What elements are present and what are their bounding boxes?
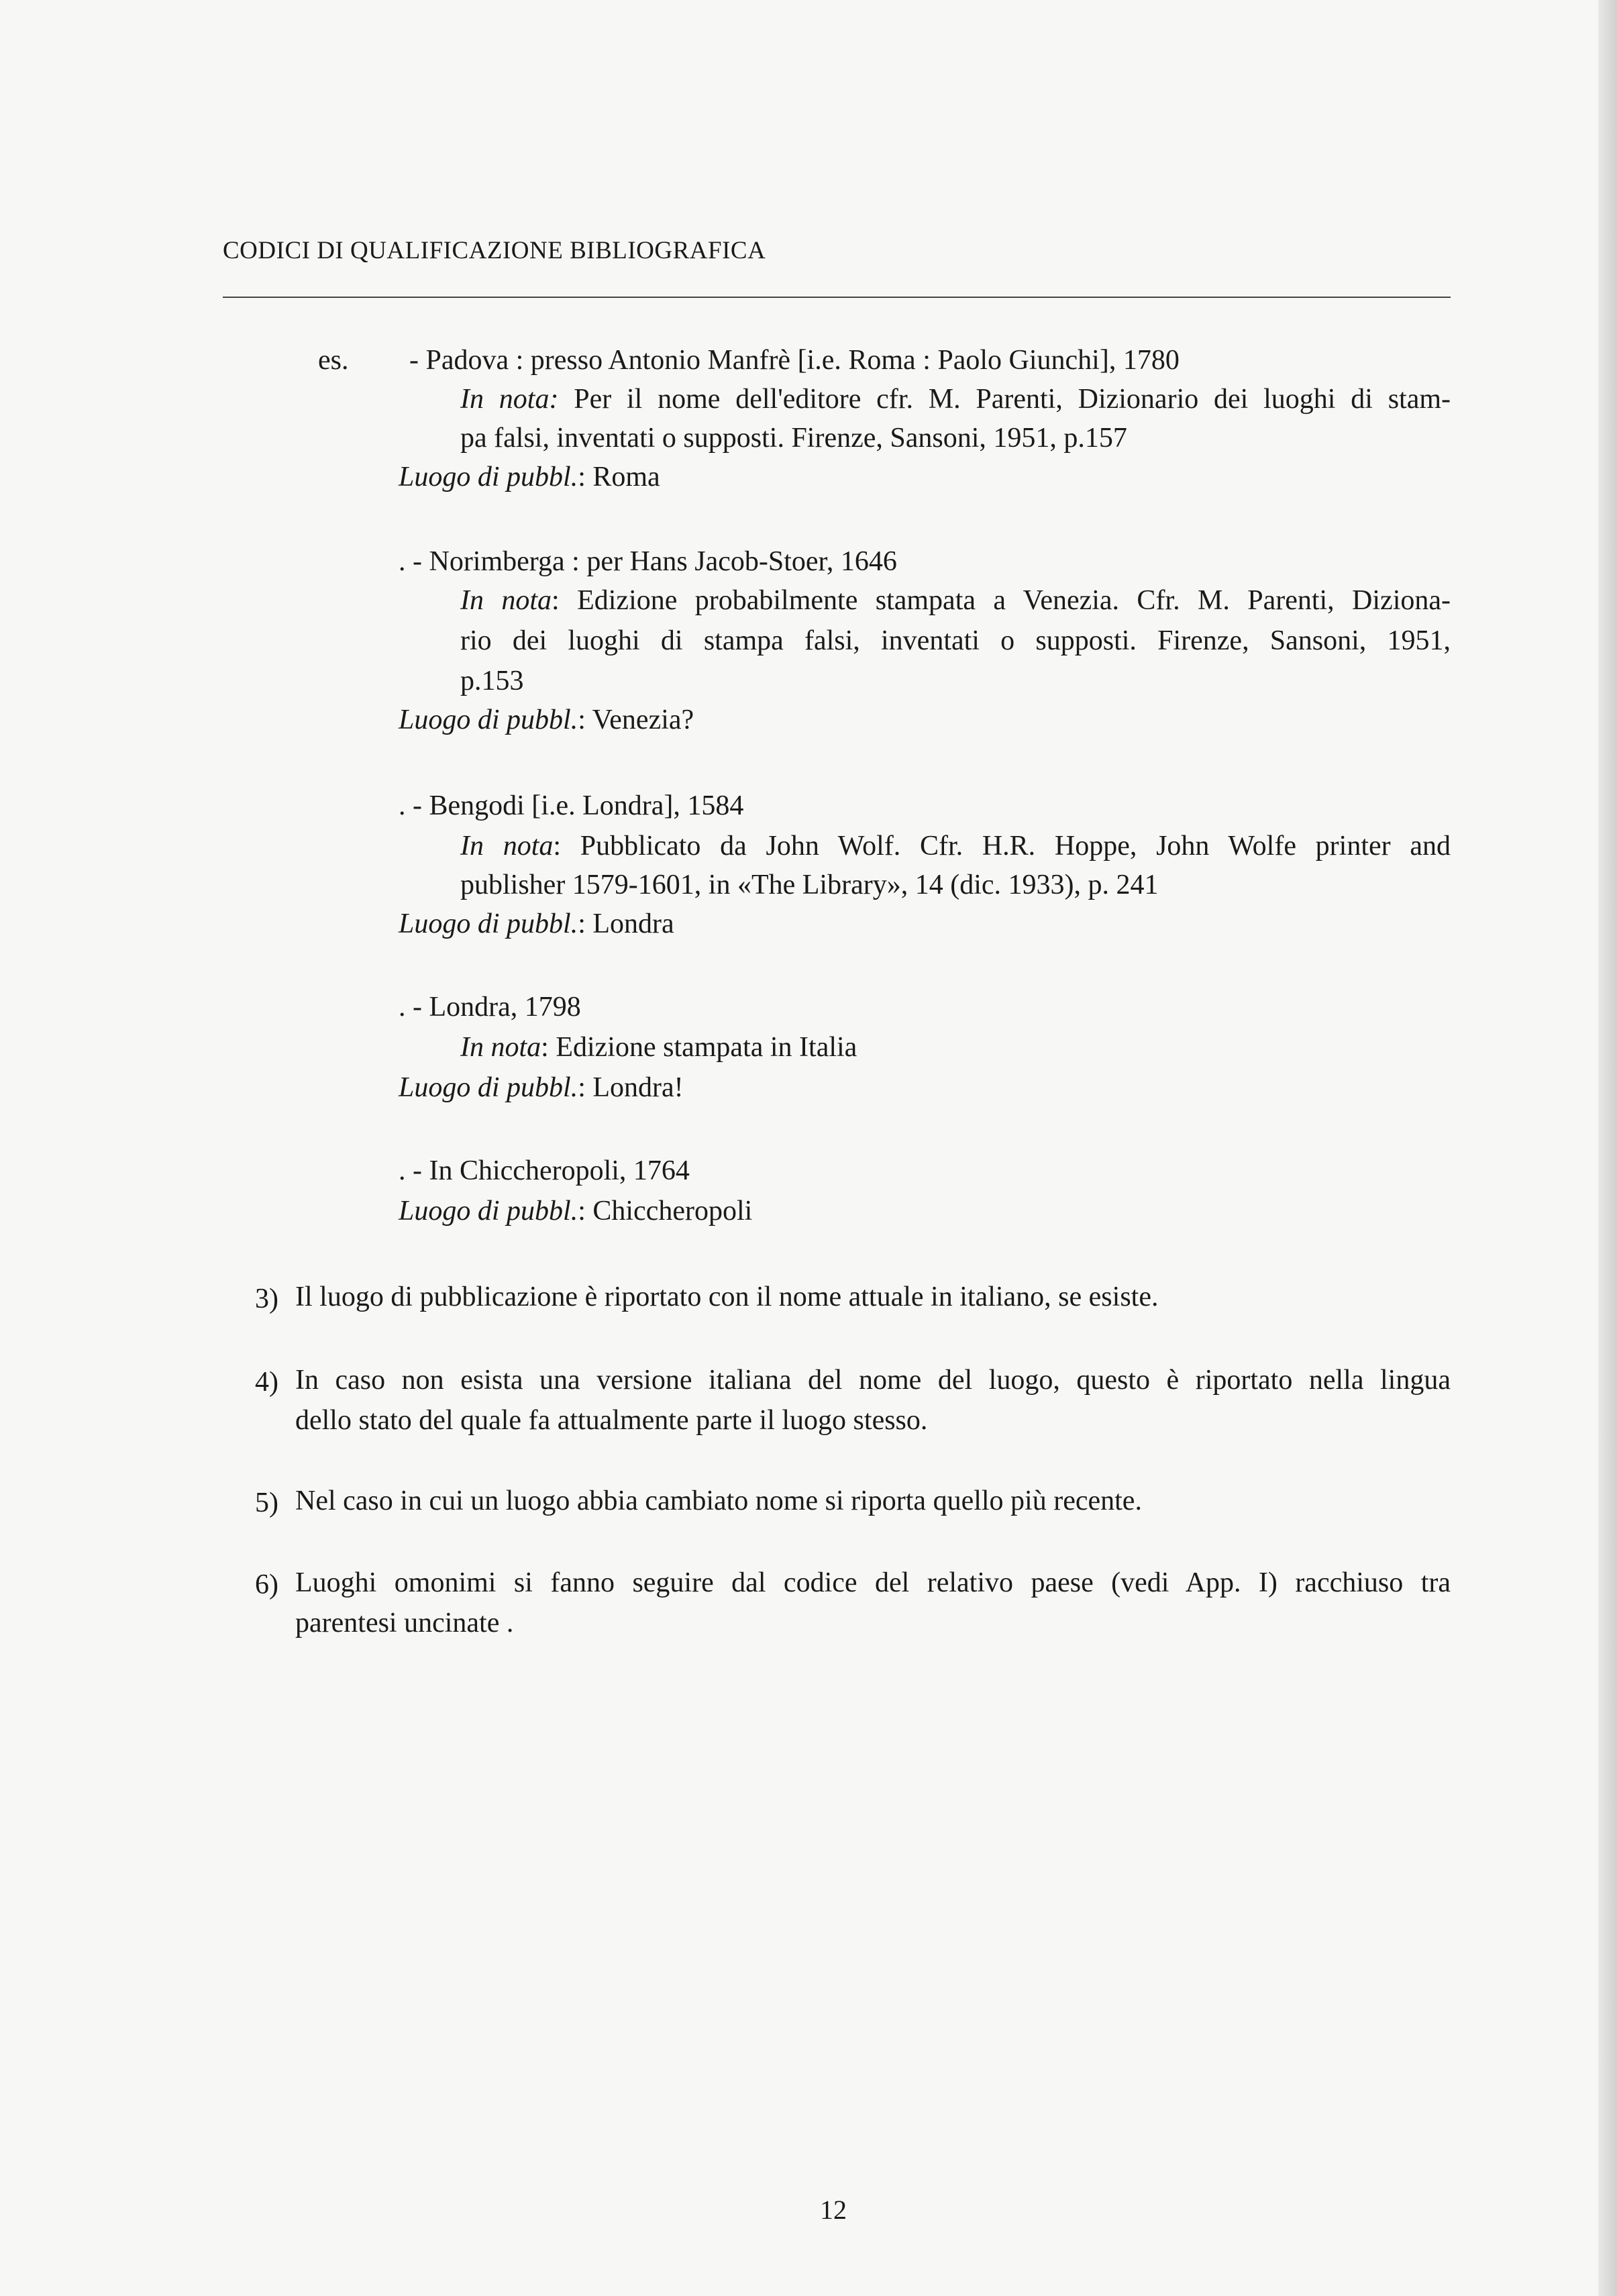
example-entry: . - Londra, 1798 (399, 992, 581, 1023)
example-place (399, 1074, 684, 1102)
note-label: In nota (460, 585, 552, 616)
example-place (399, 910, 674, 938)
example-note-line (460, 385, 1451, 413)
place-label: Luogo di pubbl. (399, 705, 578, 735)
place-label: Luogo di pubbl. (399, 908, 578, 939)
place-value: : Londra! (578, 1072, 684, 1103)
example-note-line (460, 1033, 857, 1061)
note-text: : Edizione stampata in Italia (541, 1032, 857, 1063)
example-note-line (460, 586, 1451, 615)
rule-text: parentesi uncinate . (295, 1608, 514, 1638)
example-place (399, 1197, 752, 1225)
example-place (399, 706, 694, 734)
place-value: : Chiccheropoli (578, 1196, 753, 1227)
example-entry: - Padova : presso Antonio Manfrè [i.e. Roma : Paolo Giunchi], 1780 (409, 345, 1180, 376)
example-entry: . - In Chiccheropoli, 1764 (399, 1155, 690, 1186)
example-note-line: p.153 (460, 666, 524, 696)
place-label: Luogo di pubbl. (399, 1072, 578, 1103)
rule-text-line (295, 1569, 1451, 1597)
header-rule (223, 297, 1451, 298)
note-label: In nota (460, 1032, 541, 1063)
place-label: Luogo di pubbl. (399, 462, 578, 492)
place-label: Luogo di pubbl. (399, 1196, 578, 1227)
note-text: : Edizione probabilmente stampata a Venezia. Cfr. M. Parenti, Diziona- (552, 585, 1451, 616)
example-note-line (460, 627, 1451, 655)
rule-text: In caso non esista una versione italiana del nome del luogo, questo è riportato nella lingua (295, 1365, 1451, 1396)
example-entry: . - Norimberga : per Hans Jacob-Stoer, 1646 (399, 546, 897, 577)
examples-label: es. (318, 345, 349, 376)
rule-number: 5) (255, 1488, 278, 1518)
place-value: : Roma (578, 462, 660, 492)
example-place (399, 463, 660, 491)
note-label: In nota (460, 831, 554, 862)
rule-text: Luoghi omonimi si fanno seguire dal codice del relativo paese (vedi App. I) racchiuso tra (295, 1567, 1451, 1598)
note-label: In nota: (460, 384, 559, 415)
rule-text: Nel caso in cui un luogo abbia cambiato nome si riporta quello più recente. (295, 1485, 1142, 1516)
rule-number: 3) (255, 1284, 278, 1314)
example-note-line: publisher 1579-1601, in «The Library», 14 (dic. 1933), p. 241 (460, 870, 1159, 900)
rule-text: Il luogo di pubblicazione è riportato con il nome attuale in italiano, se esiste. (295, 1282, 1159, 1312)
running-header: CODICI DI QUALIFICAZIONE BIBLIOGRAFICA (223, 237, 766, 264)
rule-number: 6) (255, 1569, 278, 1600)
page-number: 12 (820, 2195, 847, 2225)
rule-text-line (295, 1366, 1451, 1394)
page-edge (1598, 0, 1617, 2296)
place-value: : Londra (578, 908, 674, 939)
rule-text: dello stato del quale fa attualmente parte il luogo stesso. (295, 1405, 928, 1436)
rule-number: 4) (255, 1367, 278, 1398)
example-note-line: pa falsi, inventati o supposti. Firenze, Sansoni, 1951, p.157 (460, 423, 1127, 454)
note-text: : Pubblicato da John Wolf. Cfr. H.R. Hoppe, John Wolfe printer and (553, 831, 1451, 862)
example-note-line (460, 832, 1451, 860)
note-text: rio dei luoghi di stampa falsi, inventati o supposti. Firenze, Sansoni, 1951, (460, 625, 1451, 656)
note-text: Per il nome dell'editore cfr. M. Parenti, Dizionario dei luoghi di stam- (574, 384, 1451, 415)
place-value: : Venezia? (578, 705, 694, 735)
example-entry: . - Bengodi [i.e. Londra], 1584 (399, 790, 744, 821)
